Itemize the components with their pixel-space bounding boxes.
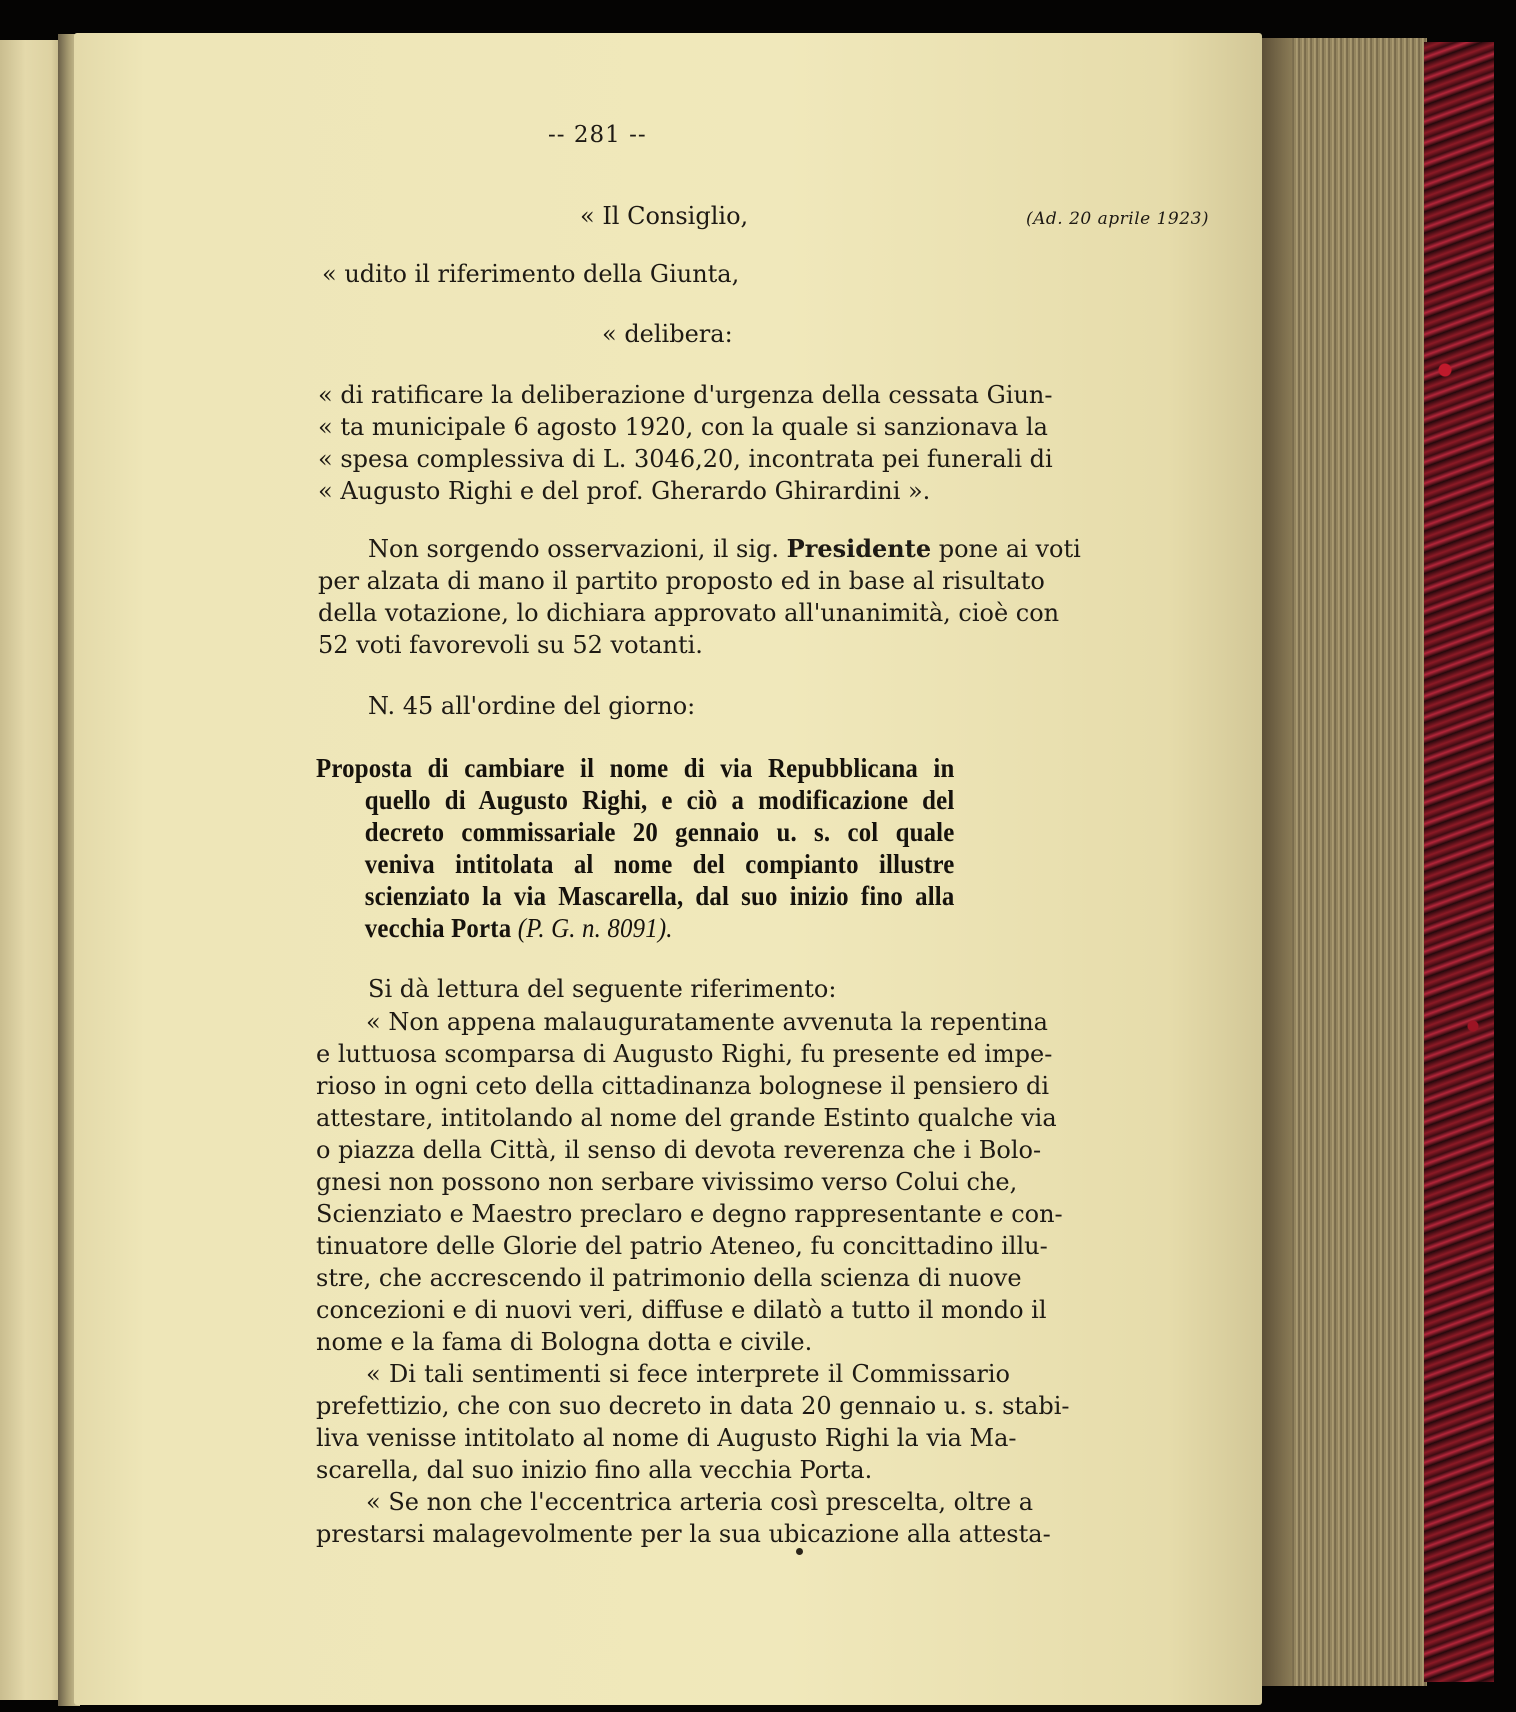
text-line: gnesi non possono non serbare vivissimo verso Colui che, xyxy=(316,1168,1018,1196)
text-line: o piazza della Città, il senso di devota reverenza che i Bolo- xyxy=(316,1136,1042,1164)
heading-line: quello di Augusto Righi, e ciò a modificazione del xyxy=(364,785,955,815)
text-line: attestare, intitolando al nome del grande Estinto qualche via xyxy=(316,1104,1057,1132)
text-line: 52 voti favorevoli su 52 votanti. xyxy=(318,631,703,659)
agenda-item: N. 45 all'ordine del giorno: xyxy=(368,692,696,720)
date-note: (Ad. 20 aprile 1923) xyxy=(1026,209,1210,229)
left-page-edge xyxy=(0,40,64,1700)
protocol-reference: (P. G. n. 8091). xyxy=(517,913,673,943)
vote-text: pone ai voti xyxy=(938,535,1081,563)
text-line: « Se non che l'eccentrica arteria così prescelta, oltre a xyxy=(366,1488,1033,1516)
heading-line xyxy=(316,912,954,944)
ink-spot xyxy=(796,1548,803,1555)
text-line: « Di tali sentimenti si fece interprete il Commissario xyxy=(366,1360,1010,1388)
text-line: concezioni e di nuovi veri, diffuse e dilatò a tutto il mondo il xyxy=(316,1296,1047,1324)
text-line: « Augusto Righi e del prof. Gherardo Ghirardini ». xyxy=(318,477,931,505)
text-line: scarella, dal suo inizio fino alla vecchia Porta. xyxy=(316,1456,873,1484)
heading-line: decreto commissariale 20 gennaio u. s. col quale xyxy=(364,817,955,847)
vote-paragraph xyxy=(318,533,1081,661)
presidente-bold: Presidente xyxy=(786,534,932,563)
proposal-heading xyxy=(316,752,1010,944)
page-block-shadow xyxy=(1262,38,1292,1686)
text-line: liva venisse intitolato al nome di Augusto Righi la via Ma- xyxy=(316,1424,1017,1452)
text-line xyxy=(318,533,1081,565)
text-line: « di ratificare la deliberazione d'urgenza della cessata Giun- xyxy=(318,381,1053,409)
text-line: stre, che accrescendo il patrimonio della scienza di nuove xyxy=(316,1264,1022,1292)
heading-line: scienziato la via Mascarella, dal suo inizio fino alla xyxy=(364,881,955,911)
heading-last-bold: vecchia Porta xyxy=(364,913,512,943)
page-number: -- 281 -- xyxy=(548,122,647,148)
resolution-text xyxy=(318,379,1053,507)
text-line: tinuatore delle Glorie del patrio Ateneo, fu concittadino illu- xyxy=(316,1232,1048,1260)
heading-line: Proposta di cambiare il nome di via Repubblicana in xyxy=(316,753,955,783)
report-paragraph-3 xyxy=(316,1486,1051,1550)
text-line: rioso in ogni ceto della cittadinanza bolognese il pensiero di xyxy=(316,1072,1050,1100)
text-line: « spesa complessiva di L. 3046,20, incontrata pei funerali di xyxy=(318,445,1053,473)
text-line: della votazione, lo dichiara approvato all'unanimità, cioè con xyxy=(318,599,1060,627)
vote-text: Non sorgendo osservazioni, il sig. xyxy=(368,535,779,563)
report-paragraph-1 xyxy=(316,1006,1063,1358)
reading-intro: Si dà lettura del seguente riferimento: xyxy=(368,975,837,1003)
text-line: prestarsi malagevolmente per la sua ubicazione alla attesta- xyxy=(316,1520,1051,1548)
text-line: Scienziato e Maestro preclaro e degno rappresentante e con- xyxy=(316,1200,1063,1228)
udito-line: « udito il riferimento della Giunta, xyxy=(322,260,740,288)
text-line: « ta municipale 6 agosto 1920, con la quale si sanzionava la xyxy=(318,413,1048,441)
consiglio-line: « Il Consiglio, xyxy=(580,202,749,230)
text-line: prefettizio, che con suo decreto in data 20 gennaio u. s. stabi- xyxy=(316,1392,1070,1420)
delibera-line: « delibera: xyxy=(602,320,733,348)
heading-line: veniva intitolata al nome del compianto illustre xyxy=(364,849,955,879)
text-line: e luttuosa scomparsa di Augusto Righi, fu presente ed impe- xyxy=(316,1040,1053,1068)
text-line: nome e la fama di Bologna dotta e civile. xyxy=(316,1328,813,1356)
text-line: « Non appena malauguratamente avvenuta la repentina xyxy=(366,1008,1048,1036)
marbled-cover xyxy=(1424,42,1494,1682)
text-line: per alzata di mano il partito proposto ed in base al risultato xyxy=(318,567,1045,595)
report-paragraph-2 xyxy=(316,1358,1070,1486)
